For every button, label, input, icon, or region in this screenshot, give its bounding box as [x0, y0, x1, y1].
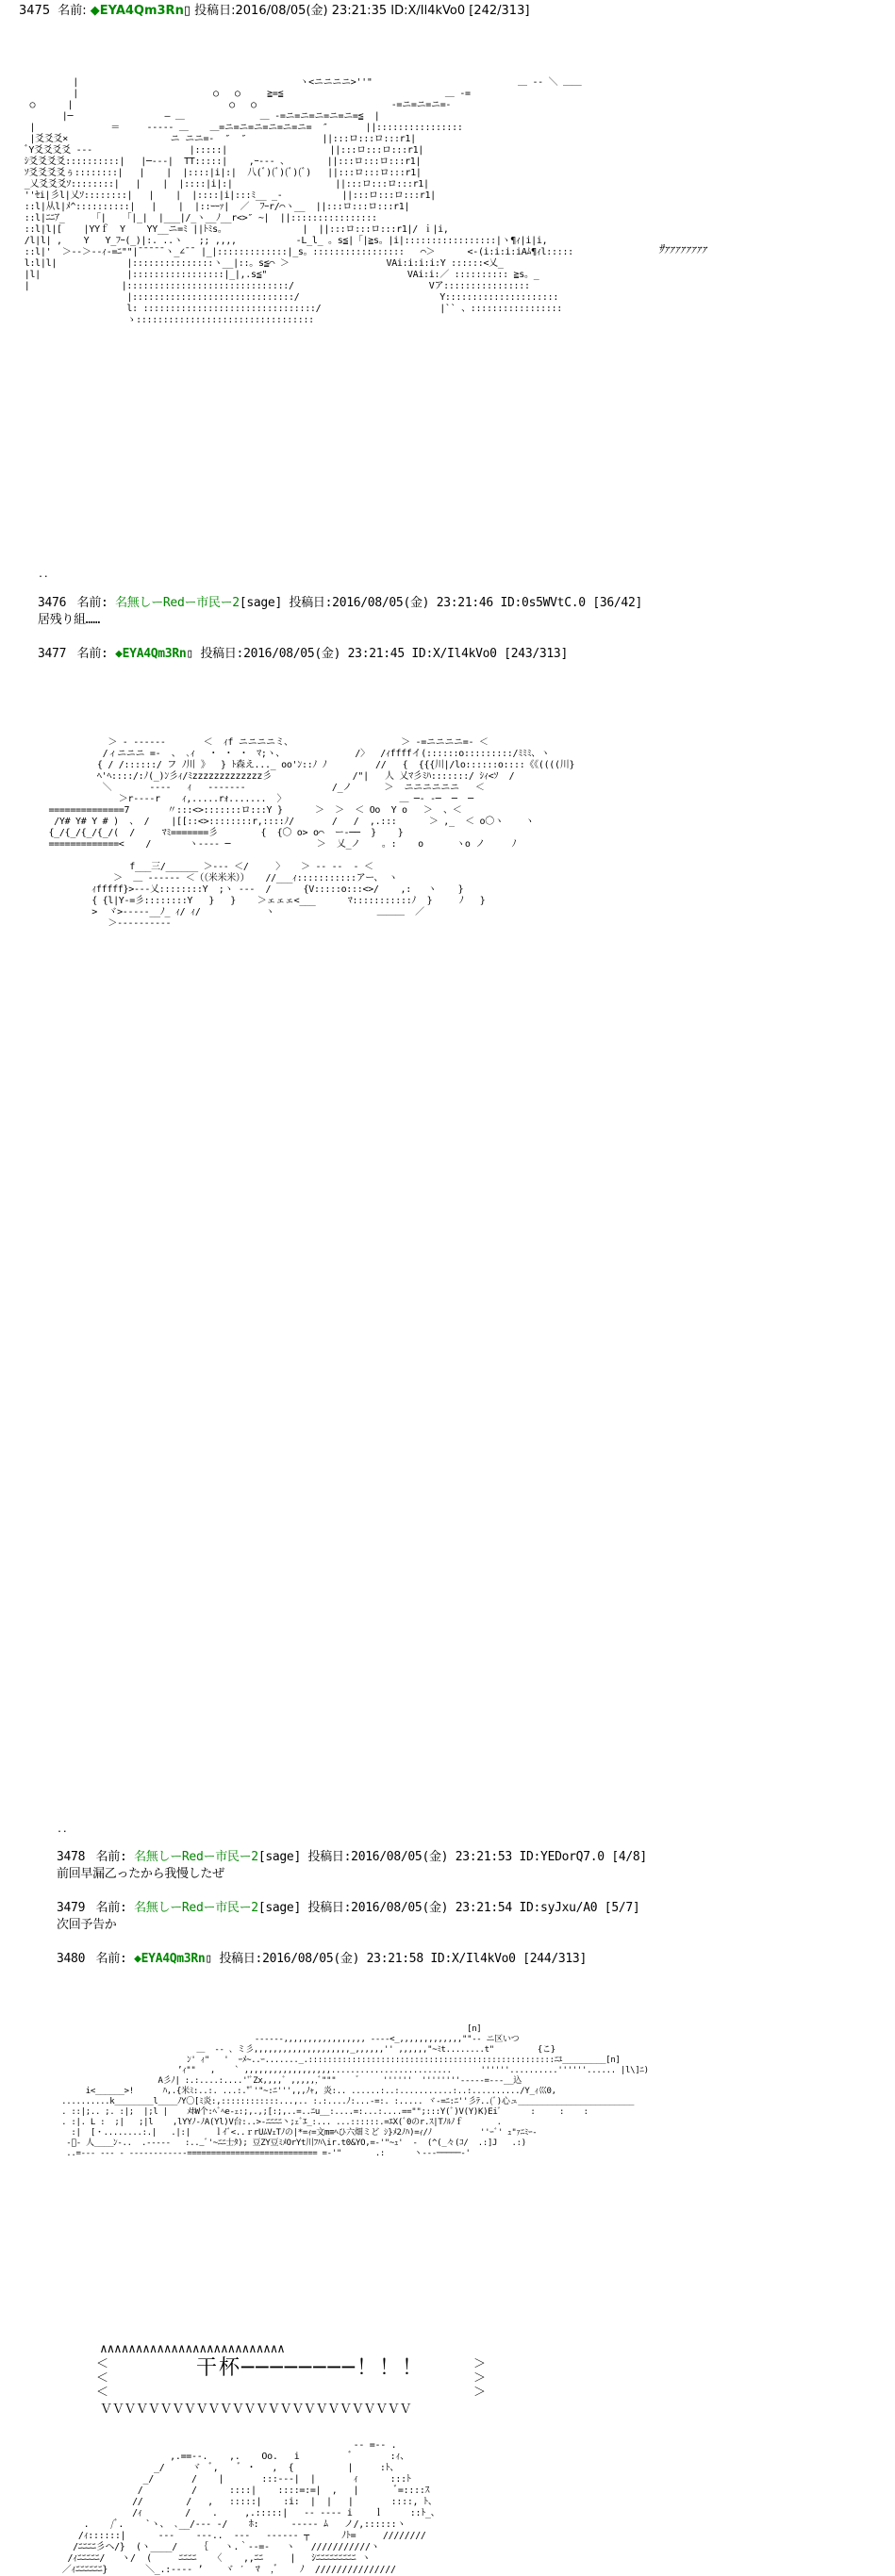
post-date: 2016/08/05(金) 23:21:58	[262, 1952, 423, 1966]
post-number: 3480	[57, 1952, 86, 1966]
date-label: 投稿日:	[219, 1952, 263, 1966]
sound-effect-text: ｻｧｧｧｧｧｧｧｧ	[658, 242, 707, 256]
sage-tag: [sage]	[257, 1901, 301, 1915]
poster-name[interactable]: ◆EYA4Qm3Rn	[134, 1952, 206, 1966]
post-body-3476: 居残り組……	[38, 613, 100, 627]
post-id[interactable]: ID:YEDorQ7.0	[519, 1850, 605, 1864]
name-label: 名前:	[95, 1850, 127, 1864]
name-label: 名前:	[95, 1952, 127, 1966]
post-header-3476	[38, 596, 642, 611]
post-header-3479	[57, 1901, 639, 1916]
box-glyph: ▯	[186, 647, 193, 661]
post-date: 2016/08/05(金) 23:21:46	[332, 596, 493, 610]
ascii-art-city-scene: | ヽ<ニニニニ>''" ＿ -‐ ＼ ＿＿ | ○ ○ ≧=≦ ＿ -= ○ | ○ ○ -=ニ=ニ=ニ=‐ |─ ― ＿ ＿ -=ニ=ニ=ニ=ニ=ニ=≦ | | ＝ ‐‐‐‐‐ ＿ ＿=ニ=ニ=ニ=ニ=ニ=ニ= ″ ||:::::::::::::::: |爻爻爻× ニ ニニ=- ″ ″ ||:::ロ:::ロ:::r1| ﾞY爻爻爻爻 --- |:::::| ||:::ロ:::ロ:::r1| ｼ爻爻爻爻::::::::::| |─‐‐‐| TT:::::| ,ｰ‐-‐ 、 ||:::ロ:::ロ:::r1| ｿ爻爻爻爻ぅ::::::::| | | |::::|i|:| 八(ﾞ)(ﾞ)(ﾞ)(ﾞ) ||:::ロ:::ロ:::r1| _乂爻爻爻ｿ::::::::| | | |::::|i|:| ||:::ロ:::ロ:::r1| ''ｾi|彡l|乂ｿ::::::::| | | |::::|i|:::ﾐ__ _‐ ||:::ロ:::ロ:::r1| ::l|从l|ﾒ^::::::::::| | | |::ｰｰｧ| ／ ﾌｰr/⌒ヽ__ ||:::ロ:::ロ:::r1| ::l|ﾆﾆｱ_ 「| 「|_| |___|/_ヽ__ﾉ__r<>″ ~| ||:::::::::::::::: ::l|l|[ |YYｆ Y YY__ニ=ﾐ ||ﾄﾐs。 | ||:::ロ:::ロ:::r1|/ ｉ|i, /l|l| , Y Y_ﾌｰ(_)|:. ..ヽ ;; ,,,, ‐L_l_ 。s≦|「|≧s。|i|:::::::::::::::::|ヽ¶ｨ|i|i, ::l|' ＞--＞--ｨ-=ﾆ""|¯¯¯¯¯ヽ_∠¯¯ |_|:::::::::::::|_s。::::::::::::::::: ⌒＞ <-(i:i:i:iAﾑ¶ｨl::::: l:l|l| |:::::::::::::::ヽ__|::。s≦⌒ ＞ VAi:i:i:i:Y ::::::<乂_ |l| |:::::::::::::::::|_|,.s≦" VAi:i:／ :::::::::: ≧s。_ | |::::::::::::::::::::::::::::::/ Vア:::::::::::::::: |::::::::::::::::::::::::::::::/ Y::::::::::::::::::::: l: ::::::::::::::::::::::::::::::::/ |`` 、::::::::::::::::: ゝ::::::::::::::::::::::::::::::::: ｻｧｧｧｧｧｧｧｧ .. 3476 名前: 名無しーRedー市民ー2[sage] 投稿日:2016/08/05(金) 23:21:46 ID:0s5WVtC.0 [36/42] 居残り組…… 3477 名前: ◆EYA4Qm3Rn▯ 投稿日:2016/08/05(金) 23:21:45 ID:X/Il4kVo0 [243/313] ＞ ‐ ‐‐‐‐‐‐ ＜ ｨf ニニニニミ、 ＞ -=ニニニニ=- ＜ /ィニニニ =- 、 ､ｨ ･ ･ ･ ﾏ;ヽ、 /〉 /ｨffffイ(::::::o:::::::::/ﾐﾐﾐ、ヽ { / /::::::/ フ ﾉ川 》 } ﾄ森え..._ oo'ﾝ::ﾉ ﾉ // { {{{川|/lo::::::o::::《《((((川} ﾍ'ﾍ::::/:ﾉ(_)ﾝ彡ｨ/ﾐzzzzzzzzzzzzz彡 /"| 人 乂ﾏ彡ﾐﾊ:::::::/ ｼｨ<ｿ / ＼ ‐‐‐- ｨ ‐‐‐‐‐‐‐ /_ノ ＞ ニニニニニニ ＜ ＞r----r ｨ,.....rｫ....... 〉 ＿ ─‐ ‐─ ─ ─ ==============7 〃:::<>:::::::ロ:::Y } ＞ ＞ ＜ Oo Y o ＞ 、＜ /Y# Y# Y # ) 、 / |[[::<>::::::::r,::::ﾉ/ / / ,.::: ＞ ,_ ＜ o〇ヽ ヽ {_/{_/{_/{_/( / ﾏﾐ=======彡 { {〇 o> o⌒ ー‐── } } =============< / ヽ‐‐-- ─ ＞ 乂_ノ 。: o ヽo ノ ﾉ f___三/______ ＞‐‐‐ ＜/ 〉 ＞ ‐‐ ‐‐ ‐ ＜ ＞ ＿ ‐‐‐‐‐‐ ＜（（米米米）） //___ｨ:::::::::::アー、 ヽ ｨfffff}>--‐乂::::::::Y ;ヽ ‐‐‐ / {V:::::o:::<>/ ,: ヽ } { {l|Y‐=彡::::::::Y } } ＞ェェェ<___ ﾏ:::::::::::ﾉ } ﾉ } > ヾ>‐‐‐‐‐__ﾉ_ ｨ/ ｨ/ ヽ ＿＿＿ ／ ＞‐‐‐‐‐‐‐‐‐‐ .. 3478 名前: 名無しーRedー市民ー2[sage] 投稿日:2016/08/05(金) 23:21:53 ID:YEDorQ7.0 [4/8] 前回早漏乙ったから我慢したぜ 3479 名前: 名無しーRedー市民ー2[sage] 投稿日:2016/08/05(金) 23:21:54 ID:syJxu/A0 [5/7] 次回予告か 3480 名前: ◆EYA4Qm3Rn▯ 投稿日:2016/08/05(金) 23:21:58 ID:X/Il4kVo0 [244/313] [n] ‐‐‐‐‐‐,,,,,,,,,,,,,,,,, ‐‐‐‐<_,,,,,,,,,,,,,""‐‐ ニ区いつ ＿ ‐‐ 、ミ彡,,,,,,,,,,,,,,,,,,,,_,,,,,,'' ,,,,,,"~ﾐt........t" {こ} ﾝ' ｨ" ' ｰﾒ~..ｰ......._.:::::::::::::::::::::::::::::::::::::::::::::::::::ﾆﾕ_________[n] ’ｨ"" , ` ,,,,,,,,,,,,,,,,,,......................... ''''''..........''''''...... |l\]ﾆ) A彡ﾉ| :.:....:....''ﾞZx,,,,ﾞ ,,,,,,ﾞ""" ゛ '''''' ''''''''‐‐‐‐‐=‐‐‐__込 i<______>! ﾊ,.{米ﾐ:..:. ...:."ﾟ'"~:ﾆ''',,,ﾉｬ, 炎:.. ......:..:...........:..:........../Y_ｨ巛0, ..........k________l____ﾉY〇[ﾐ炎:,::::::::::::...,.. :.:....ﾉ:...-=:. :..... ヾ‐=ﾆ:ﾆ''彡ﾃ..(ﾞ)心ュ________________________ . ::|;.. ;. :|; |;l | ﾒﾎW个:ﾍﾞﾍe‐ｪ:;,.,;[:;,..=..ﾆu__:....=:...:....=="";:::Y(ﾞ)V(Y)K)Eiﾞ : : : . :|. L : ;| ;|l ,lYYﾉ-ﾉA(Yl)V台:..>‐ﾆﾆﾆﾆ丶;ｪﾞｴ_:... ...::::::.=ｴX(ﾞ0のr.ｽ|Tﾉﾙﾉｆ . :| [・........:.| .|:| ｌｲﾞ<..ｒrUﾑVｪTﾉの|*=ｨ=文m≡ﾍひ六畑ミど ｼ}ﾒ2ﾉﾊ)=ｨ/ﾉ ''ｰﾞ' ｭ"ｧﾆﾐｰ‐ ‐ﾞ‐ 人____ﾝ‐.. .‐‐‐‐‐ :.._ﾞ'~ﾆﾆ士ﾀ); 豆ZY豆ﾐﾒOrYt川ﾌﾊ\ir.t0&YO,=-'"~ｭ' ‐ (^(_々(ｺ/ .:]J .:) ..=‐‐‐ ‐‐‐ ‐ ‐‐‐‐--------=========================== =-'" .: ヽ‐‐‐─────‐' ∧∧∧∧∧∧∧∧∧∧∧∧∧∧∧∧∧∧∧∧∧∧∧∧∧∧ ＜ ＜ ＜ ＞ ＞ ＞ 干杯────────！！！ ＶＶＶＶＶＶＶＶＶＶＶＶＶＶＶＶＶＶＶＶＶＶＶＶＶＶ ‐‐ =‐‐ . ,.==‐‐. ,. Oo. i ﾞ :ｨ、 _/ ヾ ﾞ, ﾞ ・ , { | :ﾄ、 _/ / | :::‐‐‐| | ｨ :::ﾄ / / ::::| ::::=:=| , | ﾞ=::::ｽ // / , :::::| :i: | | | ::::, ﾄ、 /ｨ / . ,.:::::| ‐‐ ‐‐‐‐ i ｌ ::ﾄ_、 . /ﾞ. `ヽ、 ､__/‐‐‐ ‐/ ﾎ: ‐‐‐‐‐ ﾑ ノ/,::::::ヽ /ｨ::::::| ‐‐‐ ‐‐‐.. ‐‐‐ ‐‐‐‐‐‐ ┬ ﾉﾄ= //////// /ﾆﾆﾆﾆ彡ヘ/} (ヽ____/ ｛ ヽ.｀‐‐=‐ ヽ ///////////ヽ /ｨﾆﾆﾆﾆﾆ/ ヽ/ ( ﾆﾆﾆﾆ 〈 ,,ﾆﾆ | ｼﾆﾆﾆﾆﾆﾆﾆﾆﾆ ヽ ／ｨﾆﾆﾆﾆﾆﾆ} ＼_.:-‐‐‐ ’ ヾ ′ ﾏ ,ﾞ ﾉ ///////////////	[24, 77, 707, 2575]
post-header-3477	[38, 647, 568, 662]
shout-frame-top: ∧∧∧∧∧∧∧∧∧∧∧∧∧∧∧∧∧∧∧∧∧∧∧∧∧∧	[100, 2342, 285, 2356]
box-glyph: ▯	[205, 1952, 212, 1966]
post-date: 2016/08/05(金) 23:21:54	[351, 1901, 512, 1915]
post-id[interactable]: ID:X/Il4kVo0	[430, 1952, 516, 1966]
ascii-art-speech-bubbles: ＞ ‐ ‐‐‐‐‐‐ ＜ ｨf ニニニニミ、 ＞ -=ニニニニ=- ＜ /ィニニニ =- 、 ､ｨ ･ ･ ･ ﾏ;ヽ、 /〉 /ｨffffイ(::::::o:::::::::/ﾐﾐﾐ、ヽ { / /::::::/ フ ﾉ川 》 } ﾄ森え..._ oo'ﾝ::ﾉ ﾉ // { {{{川|/lo::::::o::::《《((((川} ﾍ'ﾍ::::/:ﾉ(_)ﾝ彡ｨ/ﾐzzzzzzzzzzzzz彡 /"| 人 乂ﾏ彡ﾐﾊ:::::::/ ｼｨ<ｿ / ＼ ‐‐‐- ｨ ‐‐‐‐‐‐‐ /_ノ ＞ ニニニニニニ ＜ ＞r----r ｨ,.....rｫ....... 〉 ＿ ─‐ ‐─ ─ ─ ==============7 〃:::<>:::::::ロ:::Y } ＞ ＞ ＜ Oo Y o ＞ 、＜ /Y# Y# Y # ) 、 / |[[::<>::::::::r,::::ﾉ/ / / ,.::: ＞ ,_ ＜ o〇ヽ ヽ {_/{_/{_/{_/( / ﾏﾐ=======彡 { {〇 o> o⌒ ー‐── } } =============< / ヽ‐‐-- ─ ＞ 乂_ノ 。: o ヽo ノ ﾉ f___三/______ ＞‐‐‐ ＜/ 〉 ＞ ‐‐ ‐‐ ‐ ＜ ＞ ＿ ‐‐‐‐‐‐ ＜（（米米米）） //___ｨ:::::::::::アー、 ヽ ｨfffff}>--‐乂::::::::Y ;ヽ ‐‐‐ / {V:::::o:::<>/ ,: ヽ } { {l|Y‐=彡::::::::Y } } ＞ェェェ<___ ﾏ:::::::::::ﾉ } ﾉ } > ヾ>‐‐‐‐‐__ﾉ_ ｨ/ ｨ/ ヽ ＿＿＿ ／ ＞‐‐‐‐‐‐‐‐‐‐ .. 3478 名前: 名無しーRedー市民ー2[sage] 投稿日:2016/08/05(金) 23:21:53 ID:YEDorQ7.0 [4/8] 前回早漏乙ったから我慢したぜ 3479 名前: 名無しーRedー市民ー2[sage] 投稿日:2016/08/05(金) 23:21:54 ID:syJxu/A0 [5/7] 次回予告か 3480 名前: ◆EYA4Qm3Rn▯ 投稿日:2016/08/05(金) 23:21:58 ID:X/Il4kVo0 [244/313] [n] ‐‐‐‐‐‐,,,,,,,,,,,,,,,,, ‐‐‐‐<_,,,,,,,,,,,,,""‐‐ ニ区いつ ＿ ‐‐ 、ミ彡,,,,,,,,,,,,,,,,,,,,_,,,,,,'' ,,,,,,"~ﾐt........t" {こ} ﾝ' ｨ" ' ｰﾒ~..ｰ......._.:::::::::::::::::::::::::::::::::::::::::::::::::::ﾆﾕ_________[n] ’ｨ"" , ` ,,,,,,,,,,,,,,,,,,......................... ''''''..........''''''...... |l\]ﾆ) A彡ﾉ| :.:....:....''ﾞZx,,,,ﾞ ,,,,,,ﾞ""" ゛ '''''' ''''''''‐‐‐‐‐=‐‐‐__込 i<______>! ﾊ,.{米ﾐ:..:. ...:."ﾟ'"~:ﾆ''',,,ﾉｬ, 炎:.. ......:..:...........:..:........../Y_ｨ巛0, ..........k________l____ﾉY〇[ﾐ炎:,::::::::::::...,.. :.:....ﾉ:...-=:. :..... ヾ‐=ﾆ:ﾆ''彡ﾃ..(ﾞ)心ュ________________________ . ::|;.. ;. :|; |;l | ﾒﾎW个:ﾍﾞﾍe‐ｪ:;,.,;[:;,..=..ﾆu__:....=:...:....=="";:::Y(ﾞ)V(Y)K)Eiﾞ : : : . :|. L : ;| ;|l ,lYYﾉ-ﾉA(Yl)V台:..>‐ﾆﾆﾆﾆ丶;ｪﾞｴ_:... ...::::::.=ｴX(ﾞ0のr.ｽ|Tﾉﾙﾉｆ . :| [・........:.| .|:| ｌｲﾞ<..ｒrUﾑVｪTﾉの|*=ｨ=文m≡ﾍひ六畑ミど ｼ}ﾒ2ﾉﾊ)=ｨ/ﾉ ''ｰﾞ' ｭ"ｧﾆﾐｰ‐ ‐ﾞ‐ 人____ﾝ‐.. .‐‐‐‐‐ :.._ﾞ'~ﾆﾆ士ﾀ); 豆ZY豆ﾐﾒOrYt川ﾌﾊ\ir.t0&YO,=-'"~ｭ' ‐ (^(_々(ｺ/ .:]J .:) ..=‐‐‐ ‐‐‐ ‐ ‐‐‐‐--------=========================== =-'" .: ヽ‐‐‐─────‐' ∧∧∧∧∧∧∧∧∧∧∧∧∧∧∧∧∧∧∧∧∧∧∧∧∧∧ ＜ ＜ ＜ ＞ ＞ ＞ 干杯────────！！！ ＶＶＶＶＶＶＶＶＶＶＶＶＶＶＶＶＶＶＶＶＶＶＶＶＶＶ ‐‐ =‐‐ . ,.==‐‐. ,. Oo. i ﾞ :ｨ、 _/ ヾ ﾞ, ﾞ ・ , { | :ﾄ、 _/ / | :::‐‐‐| | ｨ :::ﾄ / / ::::| ::::=:=| , | ﾞ=::::ｽ // / , :::::| :i: | | | ::::, ﾄ、 /ｨ / . ,.:::::| ‐‐ ‐‐‐‐ i ｌ ::ﾄ_、 . /ﾞ. `ヽ、 ､__/‐‐‐ ‐/ ﾎ: ‐‐‐‐‐ ﾑ ノ/,::::::ヽ /ｨ::::::| ‐‐‐ ‐‐‐.. ‐‐‐ ‐‐‐‐‐‐ ┬ ﾉﾄ= //////// /ﾆﾆﾆﾆ彡ヘ/} (ヽ____/ ｛ ヽ.｀‐‐=‐ ヽ ///////////ヽ /ｨﾆﾆﾆﾆﾆ/ ヽ/ ( ﾆﾆﾆﾆ 〈 ,,ﾆﾆ | ｼﾆﾆﾆﾆﾆﾆﾆﾆﾆ ヽ ／ｨﾆﾆﾆﾆﾆﾆ} ＼_.:-‐‐‐ ’ ヾ ′ ﾏ ,ﾞ ﾉ ///////////////	[48, 737, 649, 2575]
post-number: 3478	[57, 1850, 86, 1864]
name-label: 名前:	[95, 1901, 127, 1915]
post-id[interactable]: ID:0s5WVtC.0	[500, 596, 586, 610]
post-count: [36/42]	[592, 596, 643, 610]
post-count: [244/313]	[522, 1952, 587, 1966]
post-id[interactable]: ID:syJxu/A0	[519, 1901, 598, 1915]
poster-name[interactable]: ◆EYA4Qm3Rn	[115, 647, 187, 661]
post-number: 3476	[38, 596, 67, 610]
post-header-3480	[57, 1952, 587, 1967]
separator-dot: ..	[38, 570, 49, 580]
post-number: 3479	[57, 1901, 86, 1915]
date-label: 投稿日:	[194, 4, 236, 18]
ascii-art-bar-scene: [n] ‐‐‐‐‐‐,,,,,,,,,,,,,,,,, ‐‐‐‐<_,,,,,,,,,,,,,""‐‐ ニ区いつ ＿ ‐‐ 、ミ彡,,,,,,,,,,,,,,,,,,,,_,,,,,,'' ,,,,,,"~ﾐt........t" {こ} ﾝ' ｨ" ' ｰﾒ~..ｰ......._.:::::::::::::::::::::::::::::::::::::::::::::::::::ﾆﾕ_________[n] ’ｨ"" , ` ,,,,,,,,,,,,,,,,,,......................... ''''''..........''''''...... |l\]ﾆ) A彡ﾉ| :.:....:....''ﾞZx,,,,ﾞ ,,,,,,ﾞ""" ゛ '''''' ''''''''‐‐‐‐‐=‐‐‐__込 i<______>! ﾊ,.{米ﾐ:..:. ...:."ﾟ'"~:ﾆ''',,,ﾉｬ, 炎:.. ......:..:...........:..:........../Y_ｨ巛0, ..........k________l____ﾉY〇[ﾐ炎:,::::::::::::...,.. :.:....ﾉ:...-=:. :..... ヾ‐=ﾆ:ﾆ''彡ﾃ..(ﾞ)心ュ________________________ . ::|;.. ;. :|; |;l | ﾒﾎW个:ﾍﾞﾍe‐ｪ:;,.,;[:;,..=..ﾆu__:....=:...:....=="";:::Y(ﾞ)V(Y)K)Eiﾞ : : : . :|. L : ;| ;|l ,lYYﾉ-ﾉA(Yl)V台:..>‐ﾆﾆﾆﾆ丶;ｪﾞｴ_:... ...::::::.=ｴX(ﾞ0のr.ｽ|Tﾉﾙﾉｆ . :| [・........:.| .|:| ｌｲﾞ<..ｒrUﾑVｪTﾉの|*=ｨ=文m≡ﾍひ六畑ミど ｼ}ﾒ2ﾉﾊ)=ｨ/ﾉ ''ｰﾞ' ｭ"ｧﾆﾐｰ‐ ‐ﾞ‐ 人____ﾝ‐.. .‐‐‐‐‐ :.._ﾞ'~ﾆﾆ士ﾀ); 豆ZY豆ﾐﾒOrYt川ﾌﾊ\ir.t0&YO,=-'"~ｭ' ‐ (^(_々(ｺ/ .:]J .:) ..=‐‐‐ ‐‐‐ ‐ ‐‐‐‐--------=========================== =-'" .: ヽ‐‐‐─────‐'	[61, 2024, 649, 2158]
poster-name[interactable]: 名無しーRedー市民ー2	[134, 1850, 258, 1864]
sage-tag: [sage]	[239, 596, 282, 610]
post-count: [5/7]	[604, 1901, 640, 1915]
post-date: 2016/08/05(金) 23:21:53	[351, 1850, 512, 1864]
shout-text: 干杯────────！！！	[196, 2356, 424, 2380]
post-body-3478: 前回早漏乙ったから我慢したぜ	[57, 1867, 224, 1881]
post-count: [4/8]	[611, 1850, 647, 1864]
shout-frame-bottom: ＶＶＶＶＶＶＶＶＶＶＶＶＶＶＶＶＶＶＶＶＶＶＶＶＶＶ	[100, 2403, 412, 2417]
sage-tag: [sage]	[257, 1850, 301, 1864]
name-label: 名前:	[76, 647, 108, 661]
date-label: 投稿日:	[307, 1901, 352, 1915]
poster-name[interactable]: 名無しーRedー市民ー2	[115, 596, 240, 610]
post-id[interactable]: ID:X/Il4kVo0	[411, 647, 497, 661]
post-body-3479: 次回予告か	[57, 1918, 117, 1932]
post-count: [242/313]	[469, 4, 530, 18]
ascii-art-toasting-figures: ‐‐ =‐‐ . ,.==‐‐. ,. Oo. i ﾞ :ｨ、 _/ ヾ ﾞ, ﾞ ・ , { | :ﾄ、 _/ / | :::‐‐‐| | ｨ :::ﾄ / / ::::| ::::=:=| , | ﾞ=::::ｽ // / , :::::| :i: | | | ::::, ﾄ、 /ｨ / . ,.:::::| ‐‐ ‐‐‐‐ i ｌ ::ﾄ_、 . /ﾞ. `ヽ、 ､__/‐‐‐ ‐/ ﾎ: ‐‐‐‐‐ ﾑ ノ/,::::::ヽ /ｨ::::::| ‐‐‐ ‐‐‐.. ‐‐‐ ‐‐‐‐‐‐ ┬ ﾉﾄ= //////// /ﾆﾆﾆﾆ彡ヘ/} (ヽ____/ ｛ ヽ.｀‐‐=‐ ヽ ///////////ヽ /ｨﾆﾆﾆﾆﾆ/ ヽ/ ( ﾆﾆﾆﾆ 〈 ,,ﾆﾆ | ｼﾆﾆﾆﾆﾆﾆﾆﾆﾆ ヽ ／ｨﾆﾆﾆﾆﾆﾆ} ＼_.:-‐‐‐ ’ ヾ ′ ﾏ ,ﾞ ﾉ ///////////////	[61, 2440, 440, 2575]
post-number: 3475	[19, 4, 51, 18]
separator-dot: ..	[57, 1825, 68, 1835]
post-count: [243/313]	[504, 647, 568, 661]
shout-frame-left: ＜ ＜ ＜	[96, 2357, 108, 2400]
box-glyph: ▯	[183, 4, 191, 18]
name-label: 名前:	[58, 4, 87, 18]
date-label: 投稿日:	[289, 596, 333, 610]
post-header-3478	[57, 1850, 647, 1865]
shout-frame-right: ＞ ＞ ＞	[473, 2357, 486, 2400]
post-number: 3477	[38, 647, 67, 661]
date-label: 投稿日:	[200, 647, 244, 661]
post-id[interactable]: ID:X/Il4kVo0	[390, 4, 466, 18]
poster-name[interactable]: 名無しーRedー市民ー2	[134, 1901, 258, 1915]
poster-name[interactable]: ◆EYA4Qm3Rn	[90, 4, 184, 18]
date-label: 投稿日:	[307, 1850, 352, 1864]
post-header-3475	[19, 4, 529, 19]
post-date: 2016/08/05(金) 23:21:45	[243, 647, 405, 661]
post-date: 2016/08/05(金) 23:21:35	[235, 4, 388, 18]
name-label: 名前:	[76, 596, 108, 610]
